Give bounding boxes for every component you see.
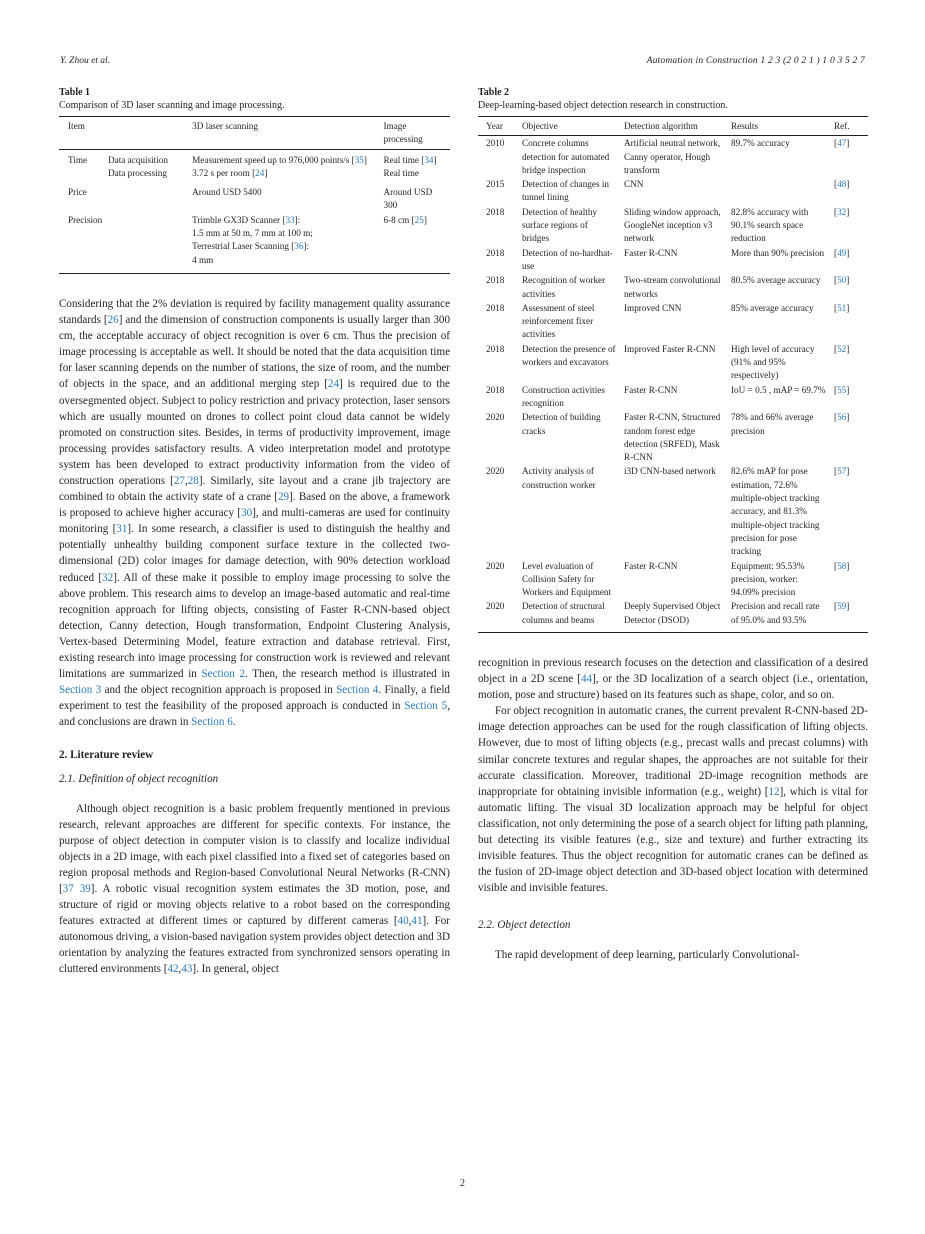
table2-cell-ref: [49]: [834, 247, 850, 258]
table2-cell-ref: [50]: [834, 275, 850, 286]
citation-link[interactable]: 30: [241, 507, 253, 520]
table2-cell-ref: [48]: [834, 179, 850, 190]
paragraph-text: . Finally, a field experiment to test the feasibility of the proposed approach is conducted in: [59, 684, 450, 713]
citation-link[interactable]: 29: [277, 491, 290, 504]
citation-link[interactable]: 25: [414, 214, 424, 225]
paragraph-text: For object recognition in automatic cranes, the current prevalent R-CNN-based 2D-image detection approaches can be used for the rough classification of lifting objects. However, due to most of lifting objects (e.g., precast walls and precast columns) with similar concrete textures and regular shapes, the approaches are not suitable for their accurate classification. Moreover, traditional 2D-image recognition methods are inappropriate for obtaining invisible information (e.g., weight) [: [478, 705, 868, 798]
table2-cell-objective: Detection of structural columns and beams: [522, 601, 605, 625]
citation-link[interactable]: 26: [107, 314, 119, 327]
table-row: Time Data acquisition Measurement speed up to 976,000 points/s [35] Real time [34]: [59, 149, 450, 167]
paragraph-text: . Then, the research method is illustrated in: [245, 668, 450, 681]
table2-cell-algorithm: CNN: [624, 179, 644, 190]
table2-cell-year: 2020: [486, 560, 505, 571]
paragraph-text: ]. Based on the above, a framework is proposed to achieve higher accuracy [: [59, 491, 451, 520]
citation-link[interactable]: 49: [837, 247, 847, 258]
table2-header-results: Results: [731, 121, 759, 131]
table2-cell-results: Equipment: 95.53% precision, worker: 94.09% precision: [731, 560, 805, 598]
table2-cell-year: 2018: [486, 343, 505, 354]
table2-cell-year: 2018: [486, 275, 505, 286]
paragraph-text: ] is required due to the oversegmented object. Subject to policy restriction and privacy protection, laser sensors which are usually mounted on drones to collect point cloud data cannot be widely promoted on construction sites. Besides, in terms of productivity improvement, image processing provides satisfactory results. A video interpretation model and prototype system has been developed to extract productivity information from the video of construction operations [: [59, 378, 450, 487]
citation-link[interactable]: 28: [187, 475, 199, 487]
citation-link[interactable]: 52: [837, 343, 847, 354]
table2-cell-results: 82.8% accuracy with 90.1% search space reduction: [731, 206, 809, 244]
body-paragraph: [478, 655, 868, 703]
citation-link[interactable]: 27: [173, 475, 185, 487]
table1-header-image: Image processing: [383, 121, 423, 145]
table-row: [478, 273, 868, 301]
table2-cell-results: [727, 177, 830, 205]
paragraph-text: ] and the dimension of construction components is usually larger than 300 cm, the acceptable accuracy of object recognition is over 6 cm. Thus the precision of image processing is acceptable as well. It should be noted that the data acquisition time for laser scanning depends on the number of stations, the size of room, and the number of objects in the space, and an additional merging step [: [59, 314, 450, 391]
paragraph-text: ], and multi-cameras are used for continuity monitoring [: [59, 507, 450, 536]
paragraph-text: recognition in previous research focuses on the detection and classification of a desired object in a 2D scene [: [478, 656, 868, 686]
table2-cell-algorithm: Improved CNN: [624, 302, 682, 313]
table-row: [478, 136, 868, 177]
table2-cell-results: IoU = 0.5 , mAP = 69.7%: [731, 384, 826, 395]
table-row: [478, 599, 868, 632]
table2-title: Deep-learning-based object detection research in construction.: [478, 100, 728, 111]
table2-cell-year: 2020: [486, 412, 505, 423]
table1-title: Comparison of 3D laser scanning and image processing.: [59, 100, 285, 111]
table-row: [478, 246, 868, 274]
table1-cell: 4 mm: [192, 254, 214, 265]
table1-cell: ]:: [294, 214, 301, 225]
table-row: [59, 180, 450, 213]
table2-cell-year: 2018: [486, 247, 505, 258]
citation-link[interactable]: 35: [354, 154, 364, 165]
citation-link[interactable]: 42: [167, 963, 179, 976]
body-paragraph: [59, 296, 450, 731]
table2-cell-objective: Detection the presence of workers and excavators: [522, 343, 616, 368]
table-row: [478, 559, 868, 600]
table-row: [478, 177, 868, 205]
table2-cell-ref: [57]: [834, 466, 850, 477]
table1-cell: Data processing: [108, 167, 167, 178]
table1-cell: ]:: [303, 241, 310, 252]
table2-cell-algorithm: Two-stream convolutional networks: [624, 275, 721, 299]
table1-header-item: Item: [68, 121, 85, 131]
table2-cell-objective: Construction activities recognition: [522, 384, 605, 408]
table2-cell-algorithm: Deeply Supervised Object Detector (DSOD): [624, 601, 721, 625]
paragraph-text: Although object recognition is a basic problem frequently mentioned in previous research, relevant approaches are different for specific contexts. For instance, the purpose of object detection in computer vision is to classify and localize individual objects in a 2D image, with each pixel classified into a fixed set of categories based on region proposal methods and Region-based Convolutional Neural Networks (R-CNN) [: [59, 802, 450, 895]
body-paragraph: [59, 801, 450, 978]
paragraph-text: ], which is vital for automatic lifting. The visual 3D localization approach may be helpful for object classification, not only determining the pose of a search object for lifting path planning, but detecting its visible features (e.g., size and texture) and further extracting its invisible features. Thus the object recognition for automatic cranes can be defined as the fusion of 2D-image object detection and 3D-based object location with determined visible and invisible features.: [478, 785, 868, 895]
table-row: [478, 301, 868, 342]
citation-link[interactable]: 56: [837, 412, 847, 423]
paragraph-text: ]. All of these make it possible to employ image processing to solve the above problem. This research aims to develop an image-based automatic and real-time recognition approach for lifting objects, consisting of Faster R-CNN-based object detection, Canny detection, Hough transformation, Endpoint Clustering Analysis, Vertex-based Determining Model, feature extraction and database retrieval. First, existing research into image processing for construction work is reviewed and relevant limitations are summarized in: [59, 571, 450, 681]
table2-cell-ref: [51]: [834, 302, 850, 313]
table2-cell-objective: Concrete columns detection for automated bridge inspection: [522, 138, 610, 175]
table1-cell: Terrestrial Laser Scanning [: [192, 241, 295, 252]
table1-cell: Price: [68, 187, 87, 198]
running-header-authors: Y. Zhou et al.: [60, 56, 111, 66]
citation-link[interactable]: Section 4: [336, 684, 379, 697]
citation-link[interactable]: 31: [116, 523, 128, 536]
citation-link[interactable]: 12: [768, 785, 780, 798]
table1-cell: Trimble GX3D Scanner [: [192, 214, 286, 225]
citation-link[interactable]: 34: [424, 154, 434, 165]
table1-header-laser: 3D laser scanning: [192, 121, 258, 131]
table1-cell: [68, 167, 108, 180]
table-row: Precision Trimble GX3D Scanner [33]: 1.5 mm at 50 m, 7 mm at 100 m; Terrestrial Laser Scanning [36]: 4 mm 6-8 cm [25]: [59, 213, 450, 274]
table2-cell-ref: [55]: [834, 384, 850, 395]
table2-cell-year: 2018: [486, 206, 505, 217]
paragraph-text: ]. In general, object: [192, 963, 279, 976]
citation-link[interactable]: Section 5: [404, 700, 448, 713]
table2-cell-ref: [59]: [834, 601, 850, 612]
paragraph-text: ,: [184, 475, 188, 487]
table2-cell-year: 2015: [486, 179, 505, 190]
table2-label: Table 2: [478, 87, 510, 98]
right-column: [478, 86, 868, 963]
paragraph-text: ]. For autonomous driving, a vision-based navigation system provides object detection and 3D orientation by analyzing the features extracted from synchronized sensors operating in cluttered environments [: [59, 915, 450, 976]
table2-cell-objective: Assessment of steel reinforcement fixer activities: [522, 302, 595, 340]
citation-link[interactable]: Section 3: [59, 684, 102, 697]
table1-cell: Real time: [383, 167, 419, 178]
table2-header-ref: Ref.: [834, 121, 850, 131]
table2-cell-results: 82.6% mAP for pose estimation, 72.6% multiple-object tracking accuracy, and 81.3% multiple-object tracking precision for pose tracking: [731, 466, 820, 557]
table2-cell-ref: [47]: [834, 138, 850, 149]
table1-cell: Around USD 5400: [192, 187, 262, 198]
table2: [478, 116, 868, 633]
table-row: [478, 410, 868, 464]
citation-link[interactable]: 44: [581, 673, 593, 686]
table2-cell-year: 2018: [486, 302, 505, 313]
table1-cell: Around USD 300: [383, 187, 433, 211]
table2-cell-year: 2018: [486, 384, 505, 395]
table2-cell-year: 2010: [486, 138, 505, 149]
table2-cell-results: 85% average accuracy: [731, 302, 814, 313]
table2-cell-algorithm: Sliding window approach, GoogleNet inception v3 network: [624, 206, 721, 244]
page-number: 2: [460, 1178, 465, 1189]
table1-cell: Measurement speed up to 976,000 points/s: [192, 154, 350, 165]
table1: [59, 116, 450, 274]
paragraph-text: .: [232, 716, 236, 729]
table2-caption: [478, 86, 868, 112]
table2-cell-objective: Detection of healthy surface regions of bridges: [522, 206, 598, 244]
table-row: [478, 342, 868, 383]
table2-cell-algorithm: Improved Faster R-CNN: [624, 343, 716, 354]
table1-cell: Real time: [383, 154, 419, 165]
paragraph-text: and the object recognition approach is proposed in: [101, 684, 337, 697]
table-row: [478, 464, 868, 558]
table1-label: Table 1: [59, 87, 91, 98]
table-row: [478, 383, 868, 411]
citation-link[interactable]: 43: [181, 963, 193, 976]
paragraph-text: ,: [178, 963, 182, 976]
citation-link[interactable]: 50: [837, 275, 847, 286]
table1-cell: 1.5 mm at 50 m, 7 mm at 100 m;: [192, 228, 313, 239]
body-paragraph: The rapid development of deep learning, particularly Convolutional-: [495, 949, 800, 962]
table2-cell-algorithm: Faster R-CNN, Structured random forest edge detection (SRFED), Mask R-CNN: [624, 412, 721, 463]
citation-link[interactable]: 47: [837, 138, 847, 149]
paragraph-text: Considering that the 2% deviation is required by facility management quality assurance standards [: [59, 297, 450, 327]
paragraph-text: ], or the 3D localization of a search object (i.e., orientation, motion, pose and structure) based on its features such as shape, color, and so on.: [478, 673, 868, 702]
table2-cell-objective: Detection of changes in tunnel lining: [522, 179, 609, 203]
body-paragraph: [478, 703, 868, 896]
citation-link[interactable]: 51: [837, 302, 847, 313]
citation-link[interactable]: 32: [837, 206, 847, 217]
citation-link[interactable]: 55: [837, 384, 847, 395]
left-column: [59, 86, 450, 978]
table2-header-algorithm: Detection algorithm: [624, 121, 698, 131]
table2-cell-results: More than 90% precision: [731, 247, 825, 258]
table2-cell-algorithm: i3D CNN-based network: [624, 466, 716, 477]
citation-link[interactable]: 37 39: [62, 882, 91, 895]
paragraph-text: ]. Similarly, site layout and a crane jib trajectory are combined to obtain the activity state of a crane [: [59, 475, 450, 504]
table2-cell-ref: [58]: [834, 560, 850, 571]
citation-link[interactable]: 36: [294, 241, 304, 252]
table2-cell-objective: Detection of no-hardhat-use: [522, 247, 613, 271]
table2-cell-year: 2020: [486, 601, 505, 612]
table2-cell-year: 2020: [486, 466, 505, 477]
table-row: [478, 205, 868, 246]
table2-cell-results: 78% and 66% average precision: [731, 412, 814, 436]
table1-cell: 3.72 s per room: [192, 167, 250, 178]
table1-cell: Data acquisition: [108, 154, 168, 165]
table2-cell-results: 89.7% accuracy: [731, 138, 790, 149]
paragraph-text: ]. In some research, a classifier is used to distinguish the healthy and potentially unhealthy building component surface texture in the collected two-dimensional (2D) color images for damage detection, with 90% detection workload reduced [: [59, 523, 450, 584]
paragraph-text: ,: [408, 915, 412, 928]
citation-link[interactable]: 58: [837, 560, 847, 571]
citation-link[interactable]: 57: [837, 466, 847, 477]
citation-link[interactable]: 48: [837, 179, 847, 190]
citation-link[interactable]: 24: [327, 378, 339, 391]
citation-link[interactable]: 32: [102, 571, 114, 584]
table2-cell-results: High level of accuracy (91% and 95% respectively): [731, 343, 815, 381]
citation-link[interactable]: 40: [397, 915, 409, 928]
table-row: Data processing 3.72 s per room [24] Real time: [59, 167, 450, 180]
table2-cell-algorithm: Faster R-CNN: [624, 560, 678, 571]
table2-header-objective: Objective: [522, 121, 558, 131]
citation-link[interactable]: 33: [285, 214, 295, 225]
table2-cell-algorithm: Artificial neutral network, Canny operator, Hough transform: [624, 138, 721, 175]
table2-header-year: Year: [486, 121, 503, 131]
citation-link[interactable]: 59: [837, 601, 847, 612]
citation-link[interactable]: Section 6: [191, 716, 233, 729]
table2-cell-ref: [32]: [834, 206, 850, 217]
paragraph-text: ]. A robotic visual recognition system estimates the 3D motion, pose, and structure of rigid or moving objects relative to a robot based on the corresponding features extracted at different times or captured by different cameras [: [59, 882, 450, 928]
citation-link[interactable]: 24: [255, 167, 265, 178]
table2-cell-objective: Detection of building cracks: [522, 412, 601, 436]
table2-cell-algorithm: Faster R-CNN: [624, 384, 678, 395]
running-header-journal: Automation in Construction 1 2 3 (2 0 2 1 ) 1 0 3 5 2 7: [646, 56, 865, 66]
table2-cell-objective: Activity analysis of construction worker: [522, 466, 596, 490]
subsection-heading-object-detection: 2.2. Object detection: [478, 919, 571, 932]
table2-cell-objective: Recognition of worker activities: [522, 275, 606, 299]
citation-link[interactable]: 41: [411, 915, 423, 928]
paragraph-text: , and conclusions are drawn in: [59, 700, 450, 729]
table2-cell-results: 80.5% average accuracy: [731, 275, 821, 286]
table2-cell-algorithm: Faster R-CNN: [624, 247, 678, 258]
table2-cell-objective: Level evaluation of Collision Safety for Workers and Equipment: [522, 560, 612, 598]
table1-cell: Precision: [68, 214, 103, 225]
table2-cell-results: Precision and recall rate of 95.0% and 93.5%: [731, 601, 820, 625]
table2-cell-ref: [56]: [834, 412, 850, 423]
subsection-heading-definition: 2.1. Definition of object recognition: [59, 772, 219, 785]
section-heading-literature-review: 2. Literature review: [59, 748, 154, 761]
table1-cell: Time: [68, 154, 88, 165]
table1-caption: [59, 86, 450, 112]
table2-cell-ref: [52]: [834, 343, 850, 354]
table1-cell: 6-8 cm: [383, 214, 410, 225]
citation-link[interactable]: Section 2: [201, 668, 246, 681]
